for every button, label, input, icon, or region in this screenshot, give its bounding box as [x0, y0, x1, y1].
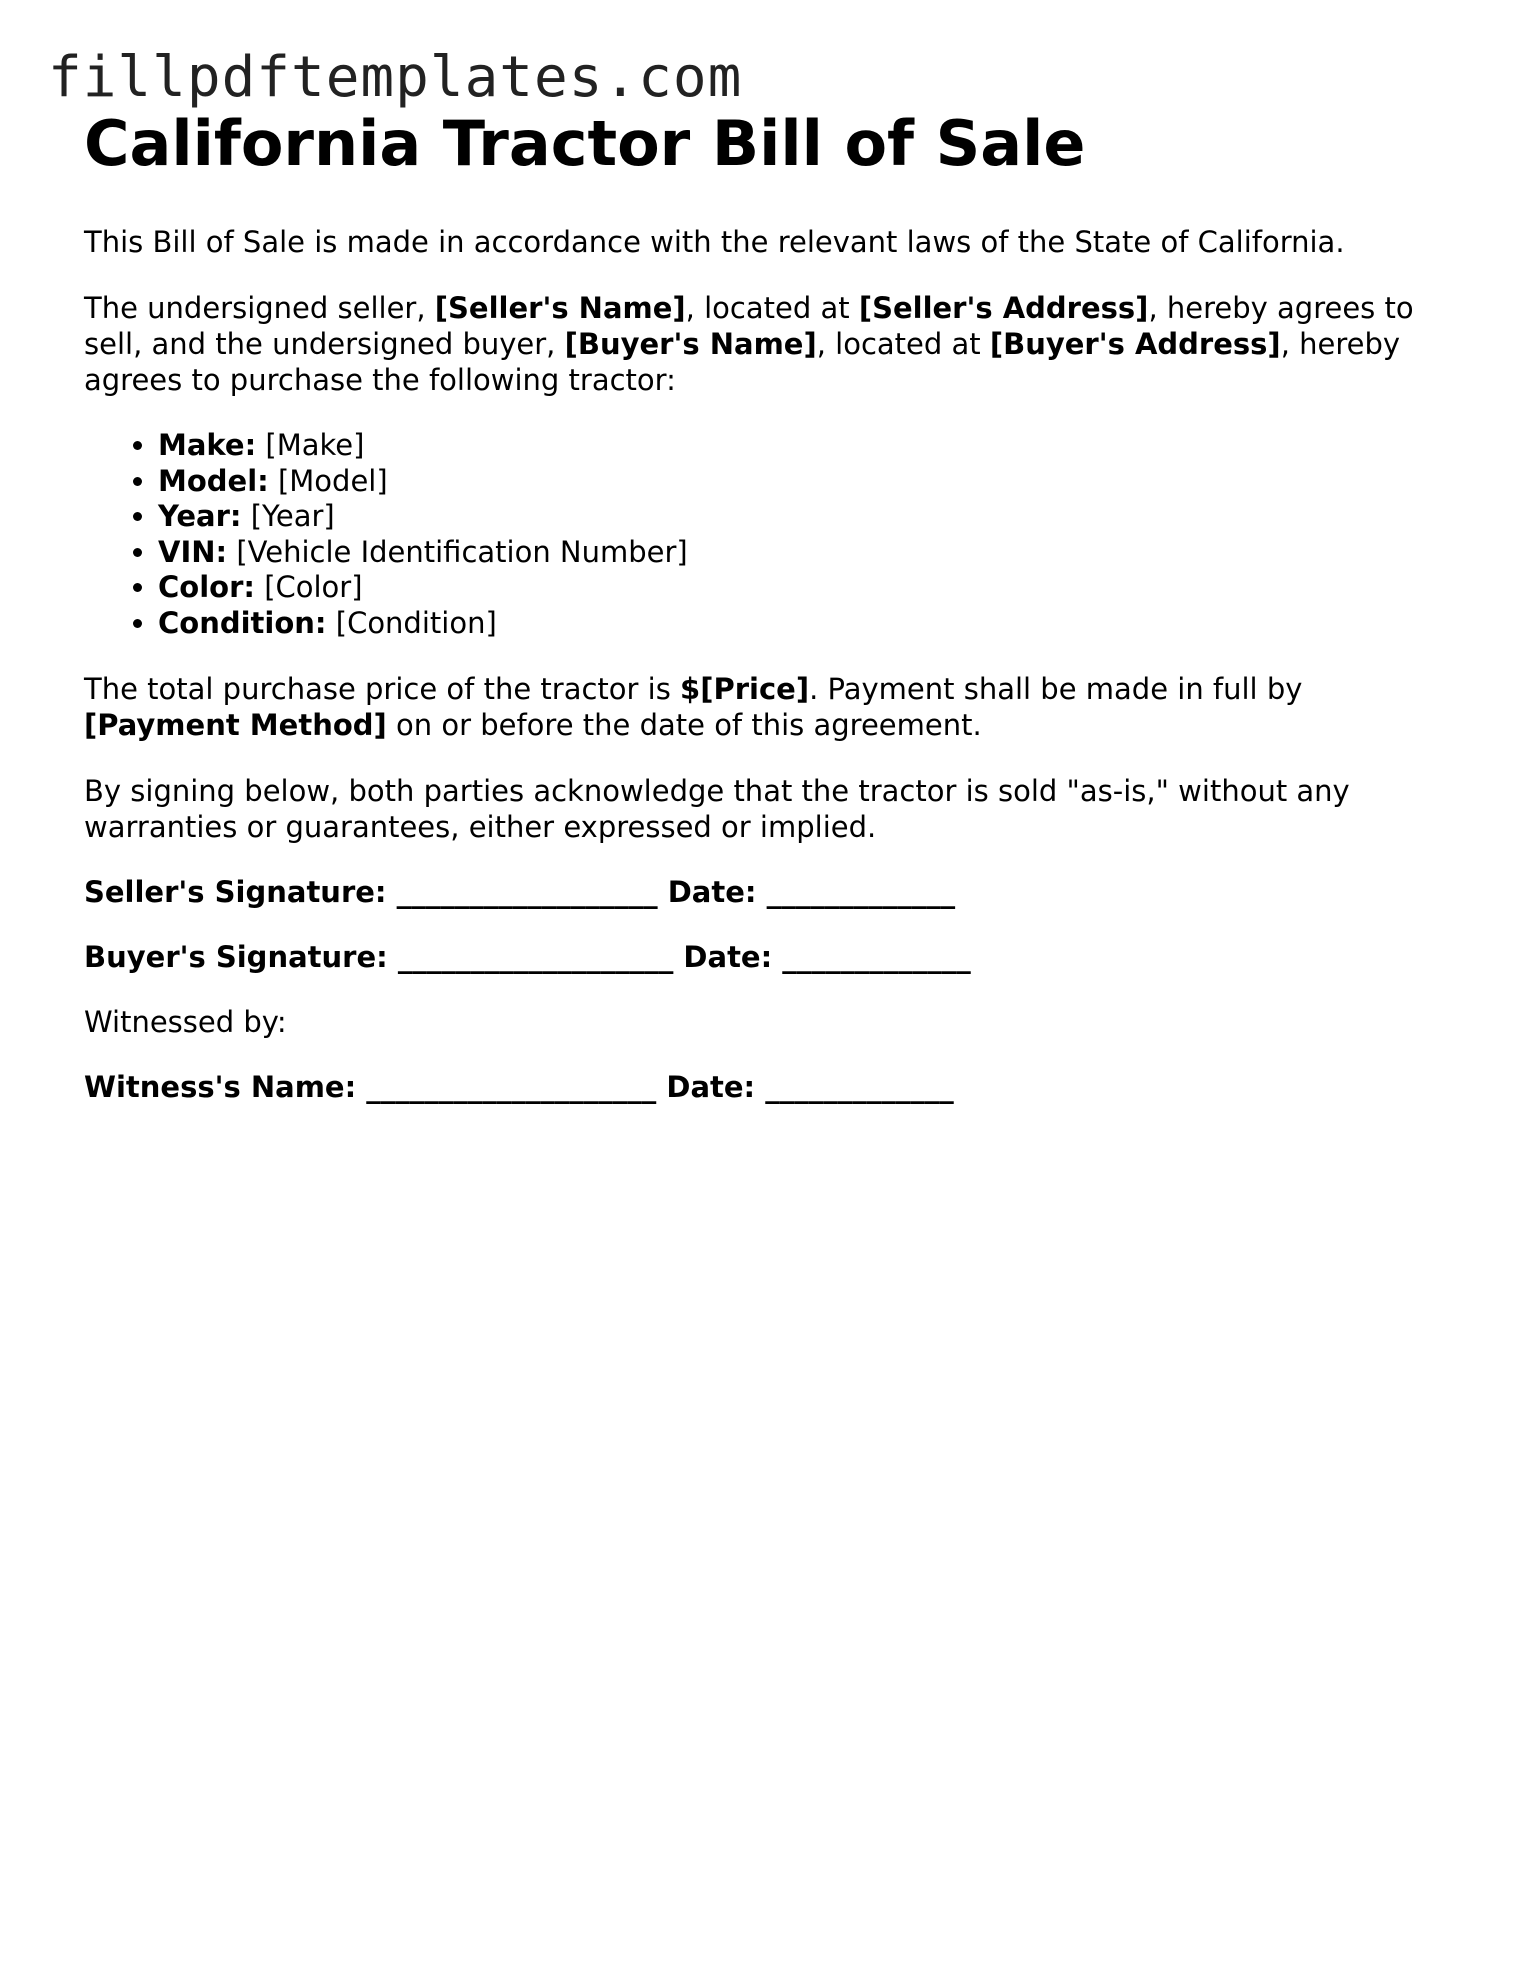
- seller-name-placeholder: [Seller's Name]: [434, 291, 686, 325]
- buyer-signature-text: Buyer's Signature: ___________________ Date: _____________: [84, 940, 971, 974]
- parties-text: The undersigned seller,: [84, 291, 435, 325]
- detail-model: [158, 464, 1444, 500]
- buyer-name-placeholder: [Buyer's Name]: [564, 327, 817, 361]
- parties-paragraph: [84, 290, 1444, 398]
- detail-label: Year:: [158, 499, 242, 533]
- seller-signature-text: Seller's Signature: __________________ Date: _____________: [84, 875, 956, 909]
- parties-text: , hereby agrees to purchase the following tractor:: [84, 327, 1401, 397]
- parties-text: , located at: [685, 291, 859, 325]
- detail-condition: [158, 606, 1444, 642]
- document-body: [84, 100, 1444, 1105]
- intro-paragraph: This Bill of Sale is made in accordance with the relevant laws of the State of California.: [84, 225, 1345, 259]
- witness-signature-line: [84, 1069, 1444, 1105]
- buyer-address-placeholder: [Buyer's Address]: [989, 327, 1281, 361]
- tractor-details-list: [84, 428, 1444, 641]
- witnessed-by-label: Witnessed by:: [84, 1005, 287, 1039]
- price-text: The total purchase price of the tractor is: [84, 672, 681, 706]
- price-paragraph: [84, 671, 1444, 743]
- detail-label: Condition:: [158, 605, 327, 640]
- as-is-paragraph: By signing below, both parties acknowledge that the tractor is sold "as-is," without any warranties or guarantees, either expressed or implied.: [84, 774, 1350, 844]
- detail-value: [Vehicle Identification Number]: [236, 534, 688, 569]
- detail-make: [158, 428, 1444, 464]
- detail-value: [Make]: [265, 428, 365, 462]
- seller-signature-line: [84, 874, 1444, 910]
- document-title: California Tractor Bill of Sale: [84, 107, 1086, 180]
- price-text: on or before the date of this agreement.: [386, 708, 982, 742]
- price-text: . Payment shall be made in full by: [809, 672, 1303, 706]
- detail-color: [158, 570, 1444, 606]
- detail-value: [Year]: [250, 499, 335, 533]
- seller-address-placeholder: [Seller's Address]: [858, 291, 1149, 325]
- detail-value: [Model]: [277, 463, 388, 498]
- parties-text: , located at: [816, 327, 990, 361]
- watermark-text: fillpdftemplates.com: [48, 45, 743, 110]
- detail-label: Color:: [158, 570, 255, 604]
- price-placeholder: $[Price]: [680, 672, 810, 706]
- detail-label: Model:: [158, 463, 269, 498]
- detail-label: VIN:: [158, 534, 228, 569]
- detail-vin: [158, 535, 1444, 571]
- detail-value: [Color]: [264, 570, 363, 604]
- detail-value: [Condition]: [335, 605, 497, 640]
- detail-label: Make:: [158, 428, 257, 462]
- payment-method-placeholder: [Payment Method]: [84, 708, 387, 742]
- buyer-signature-line: [84, 939, 1444, 975]
- detail-year: [158, 499, 1444, 535]
- witness-signature-text: Witness's Name: ____________________ Date: _____________: [84, 1070, 954, 1104]
- parties-text: , hereby agrees to sell, and the undersigned buyer,: [84, 291, 1414, 361]
